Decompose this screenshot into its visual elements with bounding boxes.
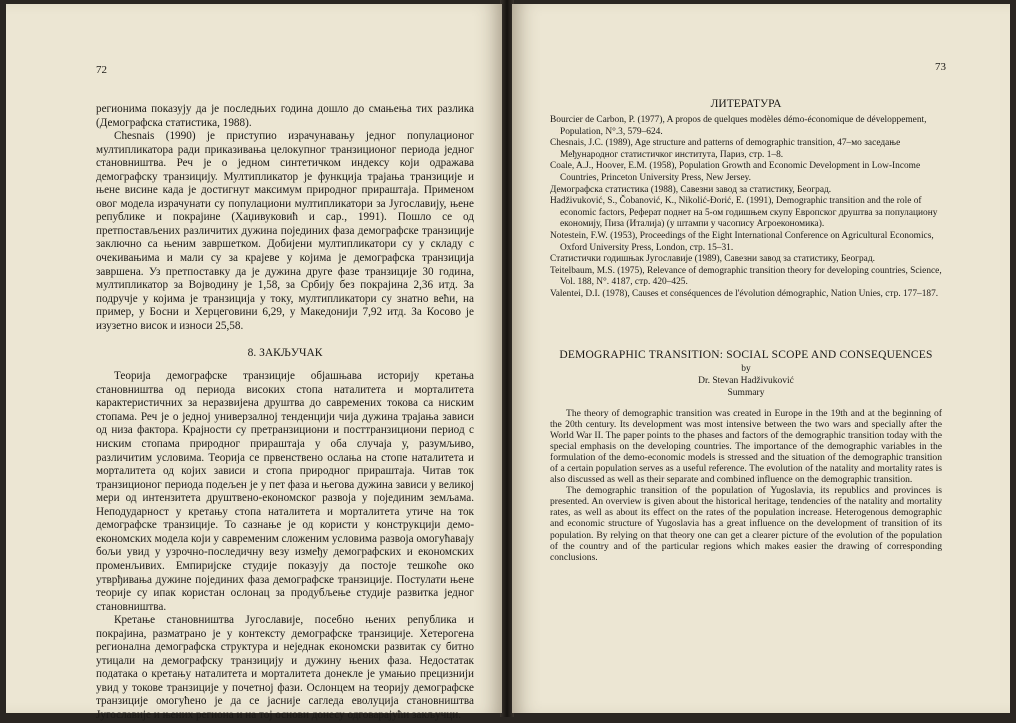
references-heading: ЛИТЕРАТУРА <box>710 98 782 110</box>
summary-paragraph-1: The theory of demographic transition was created in Europe in the 19th and at the beginning of the 20th century. Its development was most intensive between the two wars and specially after the World War II. The paper points to the phases and factors of the demographic transition today with the special emphasis on the developing countries. The importance of the demographic variables in the formulation of the demo-economic models is stressed and the situation of the demographic transition of a certain population serves as a useful reference. The evolution of the natality and mortality rates is also discussed as well as their separate and combined influence on the demographic transition. <box>550 407 942 486</box>
summary-label: Summary <box>727 387 765 398</box>
summary-author: Dr. Stevan Hadživuković <box>698 375 794 386</box>
reference-item: Статистички годишњак Југославије (1989), Савезни завод за статистику, Београд. <box>550 254 875 265</box>
reference-item: Демографска статистика (1988), Савезни завод за статистику, Београд. <box>550 184 832 195</box>
left-text-column <box>96 103 474 723</box>
body-paragraph-2: Chesnais (1990) је приступио израчунавању једног популационог мултипликатора ради приказивања целокупног транзиционог периода једног становништва. Реч је о једном синтетичком индексу који одражава демографску транзицију. Мултипликатор је функција трајања транзиције и њене висине када је достигнут максимум природног прираштаја. Применом овог модела израчунати су популациони мултипликатори за Југославију, њене републике и покрајине (Хаџивуковић и сар., 1991). Пошло се од претпостављених различитих дужина појединих фаза демографске транзиције заключно са њеним завршетком. Добијени мултипликатори су у складу с очекивањима и мали су за крајеве у којима је демографска транзиција завршена. Уз претпоставку да је дужина друге фазе транзиције 30 година, мултипликатор за Војводину је 1,58, за Србију без покрајина 2,36 итд. За подручје у којима је транзиција у току, мултипликатори су знатно већи, на пример, у Босни и Херцеговини 6,29, у Македонији 7,92 итд. За Косово је изузетно висок и износи 25,58. <box>96 130 474 332</box>
summary-paragraph-2: The demographic transition of the population of Yugoslavia, its republics and provinces is presented. An overview is given about the historical heritage, tendencies of the natality and mortality rates, as well as about its effect on the rates of the population increase. Heterogenous demographic and economic structure of Yugoslavia has a great influence on the development of transition of its population. By relying on that theory one can get a clearer picture of the evolution of the population of the country and of the particular regions which makes easier the drawing of corresponding conclusions. <box>550 485 942 563</box>
right-text-column <box>550 98 942 563</box>
left-page <box>6 4 502 721</box>
conclusion-paragraph-2: Кретање становништва Југославије, посебно њених република и покрајина, разматрано је у контексту демографске транзиције. Хетерогена регионална демографска структура и неједнак економски развитак су битно утицали на демографску транзицију и дужину њених фаза. Недостатак података о кретању наталитета и морталитета донекле је умањио прецизнији увид у токове транзиције у почетној фази. Ослонцем на теорију демографске транзиције омогућено је да се јасније сагледа еволуција становништва Југославије и њених региона и на тој основи донесу одговарајући закључци. <box>96 614 474 721</box>
reference-item: Valentei, D.I. (1978), Causes et conséquences de l'évolution démographic, Nation Unies, стр. 177–187. <box>550 288 939 299</box>
reference-item: Notestein, F.W. (1953), Proceedings of the Eight International Conference on Agricultural Economics, Oxford University Press, London, стр. 15–31. <box>550 230 934 253</box>
section-heading-conclusion: 8. ЗАКЉУЧАК <box>247 347 323 360</box>
summary-by: by <box>741 363 751 374</box>
page-number-left: 72 <box>96 64 107 76</box>
right-page <box>512 4 1010 713</box>
body-paragraph-1: регионима показују да је последњих година дошло до смањења тих разлика (Демографска статистика, 1988). <box>96 103 474 129</box>
reference-list <box>550 115 942 301</box>
reference-item: Chesnais, J.C. (1989), Age structure and patterns of demographic transition, 47–мо заседање Међународног статистичког института, Париз, стр. 1–8. <box>550 138 901 160</box>
reference-item: Hadživuković, S., Čobanović, K., Nikolić-Đorić, E. (1991), Demographic transition and the role of economic factors, Реферат поднет на 5-ом годишњем скупу Европског друштва за популациону економију, Пиза (Италија) (у штампи у часопису Агроекономика). <box>550 196 938 230</box>
page-number-right: 73 <box>935 61 946 73</box>
reference-item: Coale, A.J., Hoover, E.M. (1958), Population Growth and Economic Development in Low-Income Countries, Princeton University Press, New Jersey. <box>550 161 921 183</box>
reference-item: Teitelbaum, M.S. (1975), Relevance of demographic transition theory for developing countries, Science, Vol. 188, N°. 4187, стр. 420–425. <box>550 265 942 288</box>
reference-item: Bourcier de Carbon, P. (1977), A propos de quelques modèles démo-économique de développement, Population, N°.3, 579–624. <box>550 115 927 137</box>
summary-title: DEMOGRAPHIC TRANSITION: SOCIAL SCOPE AND CONSEQUENCES <box>559 348 933 361</box>
conclusion-paragraph-1: Теорија демографске транзиције објашњава историју кретања становништва од периода високих стопа наталитета и морталитета карактеристичних за неразвијена друштва до савремених токова са ниским стопама. Реч је о једној универзалној тенденцији чија дужина трајања зависи од низа фактора. Крајности су претранзициони и посттранзициони период с ниским стопама природног прираштаја у оба случаја у, разумљиво, различитим условима. Теорија се првенствено ослања на стопе наталитета и морталитета од којих зависи и стопа природног прираштаја. Читав ток транзиционог периода подељен је у пет фаза и његова дужина зависи у великој мери од интензитета друштвено-економског развоја у појединим земљама. Неподударност у кретању стопа наталитета и морталитета утиче на ток демографске транзиције. То сазнање је од користи у конструкцији демо-економских модела који у савременим сложеним условима развоја омогућавају бољи увид у узрочно-последичну везу између демографских и економских променљивих. Емпиријске студије показују да постоје тешкоће око утврђивања дужине појединих фаза демографске транзиције. Постулати њене теорије су ипак користан ослонац за продубљење студије развитка једног становништва. <box>96 370 474 613</box>
